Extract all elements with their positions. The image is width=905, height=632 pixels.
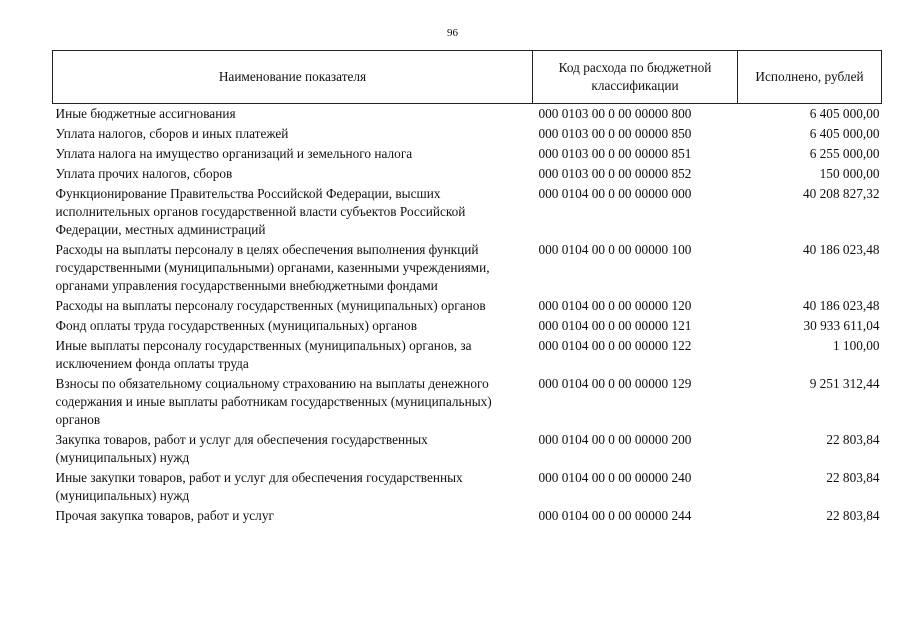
row-amount: 40 208 827,32 (803, 186, 880, 201)
row-code: 000 0103 00 0 00 00000 800 (538, 106, 692, 121)
table-row (53, 507, 882, 527)
table-row (53, 297, 882, 317)
row-code: 000 0104 00 0 00 00000 122 (538, 338, 692, 353)
row-name: Закупка товаров, работ и услуг для обеспечения государственных (муниципальных) нужд (55, 432, 428, 465)
header-executed-amount: Исполнено, рублей (738, 51, 882, 104)
row-code: 000 0104 00 0 00 00000 129 (538, 376, 692, 391)
row-amount: 150 000,00 (819, 166, 880, 181)
row-name: Уплата налога на имущество организаций и земельного налога (55, 146, 413, 161)
row-amount: 6 255 000,00 (809, 146, 880, 161)
row-amount: 6 405 000,00 (809, 106, 880, 121)
row-amount: 22 803,84 (826, 508, 880, 523)
row-code: 000 0104 00 0 00 00000 000 (538, 186, 692, 201)
table-row (53, 125, 882, 145)
row-name: Расходы на выплаты персоналу в целях обеспечения выполнения функций государственными (муниципальными) органами, казенными учреждениями, органами управления государственными внебюджетными фондами (55, 242, 490, 293)
table-row (53, 375, 882, 431)
budget-execution-table (52, 50, 882, 527)
header-indicator-name: Наименование показателя (53, 51, 533, 104)
table-row (53, 337, 882, 375)
row-name: Функционирование Правительства Российской Федерации, высших исполнительных органов государственной власти субъектов Российской Федерации, местных администраций (55, 186, 466, 237)
row-code: 000 0104 00 0 00 00000 120 (538, 298, 692, 313)
row-name: Фонд оплаты труда государственных (муниципальных) органов (55, 318, 417, 333)
row-amount: 1 100,00 (832, 338, 880, 353)
row-code: 000 0104 00 0 00 00000 121 (538, 318, 692, 333)
row-name: Иные бюджетные ассигнования (55, 106, 236, 121)
table-row (53, 317, 882, 337)
row-amount: 22 803,84 (826, 470, 880, 485)
header-expense-code: Код расхода по бюджетной классификации (533, 51, 738, 104)
table-row (53, 104, 882, 126)
table-row (53, 145, 882, 165)
row-code: 000 0104 00 0 00 00000 200 (538, 432, 692, 447)
row-amount: 9 251 312,44 (809, 376, 880, 391)
table-row (53, 241, 882, 297)
row-code: 000 0104 00 0 00 00000 244 (538, 508, 692, 523)
row-name: Иные закупки товаров, работ и услуг для обеспечения государственных (муниципальных) нужд (55, 470, 463, 503)
table-row (53, 165, 882, 185)
row-amount: 6 405 000,00 (809, 126, 880, 141)
row-amount: 40 186 023,48 (803, 242, 880, 257)
row-name: Взносы по обязательному социальному страхованию на выплаты денежного содержания и иные выплаты работникам государственных (муниципальных) органов (55, 376, 492, 427)
row-code: 000 0103 00 0 00 00000 852 (538, 166, 692, 181)
table-row (53, 185, 882, 241)
row-name: Уплата прочих налогов, сборов (55, 166, 233, 181)
table-row (53, 431, 882, 469)
row-code: 000 0104 00 0 00 00000 240 (538, 470, 692, 485)
page-number: 96 (447, 27, 458, 39)
table-row (53, 469, 882, 507)
row-amount: 22 803,84 (826, 432, 880, 447)
table-header-row (53, 51, 882, 104)
row-code: 000 0103 00 0 00 00000 850 (538, 126, 692, 141)
row-name: Прочая закупка товаров, работ и услуг (55, 508, 274, 523)
row-name: Уплата налогов, сборов и иных платежей (55, 126, 289, 141)
row-name: Расходы на выплаты персоналу государственных (муниципальных) органов (55, 298, 486, 313)
row-code: 000 0104 00 0 00 00000 100 (538, 242, 692, 257)
row-amount: 40 186 023,48 (803, 298, 880, 313)
row-code: 000 0103 00 0 00 00000 851 (538, 146, 692, 161)
row-amount: 30 933 611,04 (803, 318, 880, 333)
row-name: Иные выплаты персоналу государственных (муниципальных) органов, за исключением фонда оплаты труда (55, 338, 472, 371)
